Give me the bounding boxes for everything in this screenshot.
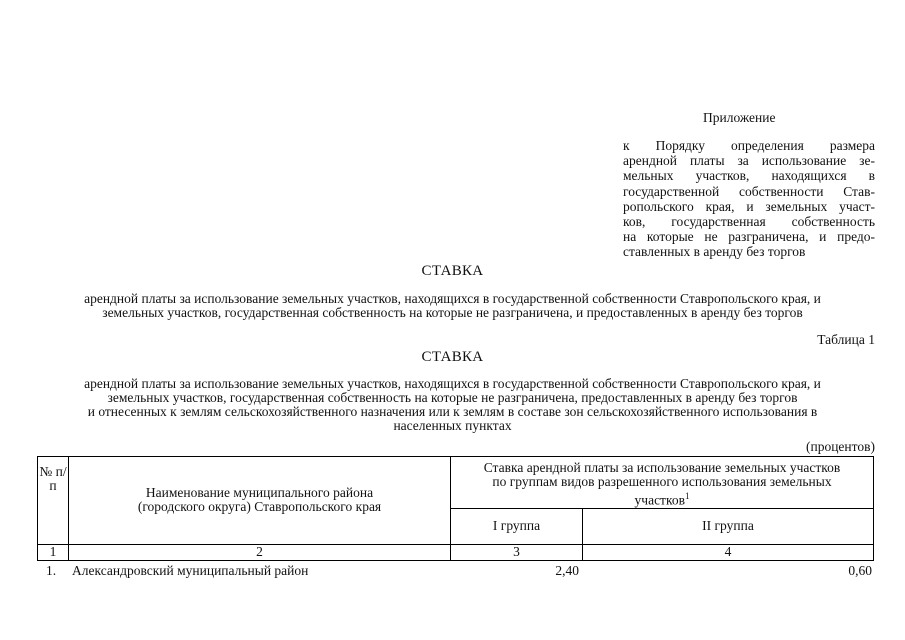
appendix-line: ставленных в аренду без торгов <box>623 244 806 260</box>
table-label: Таблица 1 <box>817 332 875 347</box>
index-cell: 4 <box>583 544 874 560</box>
appendix-title: Приложение <box>703 110 776 125</box>
appendix-line: арендной платы за использование зе- <box>623 153 875 169</box>
header-name-line: Наименование муниципального района <box>145 485 374 501</box>
header-rate-line: Ставка арендной платы за использование земельных участков <box>483 460 841 475</box>
header-group-1: I группа <box>451 508 583 544</box>
subtitle-line: населенных пунктах <box>393 418 512 433</box>
subtitle-line: земельных участков, государственная собственность на которые не разграничена, и предоставленных в аренду без торгов <box>102 305 803 320</box>
index-cell: 2 <box>69 544 451 560</box>
header-rate-line <box>451 489 873 508</box>
header-number: № п/п <box>38 457 69 545</box>
appendix-line: государственной собственности Став- <box>623 183 875 199</box>
heading-rate-2: СТАВКА <box>421 349 484 365</box>
appendix-line: мельных участков, находящихся в <box>623 168 875 184</box>
row-group-2-value: 0,60 <box>848 563 872 578</box>
index-cell: 1 <box>38 544 69 560</box>
appendix-line: на которые не разграничена, и предо- <box>623 229 875 245</box>
header-rate-line: по группам видов разрешенного использования земельных <box>492 474 832 489</box>
rate-table <box>37 456 874 561</box>
subtitle-line: земельных участков, государственная собственность на которые не разграничена, предоставленных в аренду без торгов <box>107 390 798 405</box>
row-district-name: Александровский муниципальный район <box>72 563 309 578</box>
header-rate <box>451 457 874 509</box>
footnote-mark: 1 <box>684 491 690 501</box>
header-name-line: (городского округа) Ставропольского края <box>137 499 382 515</box>
subtitle-line: и отнесенных к землям сельскохозяйственного назначения или к землям в составе зон сельскохозяйственного использования в <box>87 404 818 419</box>
index-cell: 3 <box>451 544 583 560</box>
subtitle-line: арендной платы за использование земельных участков, находящихся в государственной собственности Ставропольского края, и <box>84 376 821 391</box>
appendix-line: ропольского края, и земельных участ- <box>623 198 875 214</box>
row-group-1-value: 2,40 <box>555 563 579 578</box>
units-note: (процентов) <box>805 439 875 454</box>
appendix-text <box>623 138 875 260</box>
subtitle-line: арендной платы за использование земельных участков, находящихся в государственной собственности Ставропольского края, и <box>84 291 821 306</box>
header-rate-text: участков <box>634 492 685 508</box>
row-number: 1. <box>46 563 57 578</box>
header-group-2: II группа <box>583 508 874 544</box>
header-name <box>69 457 451 545</box>
appendix-line: к Порядку определения размера <box>623 138 875 153</box>
subtitle-2 <box>30 377 875 433</box>
appendix-line: ков, государственная собственность <box>623 214 875 230</box>
heading-rate: СТАВКА <box>421 263 484 279</box>
subtitle-1 <box>30 292 875 320</box>
